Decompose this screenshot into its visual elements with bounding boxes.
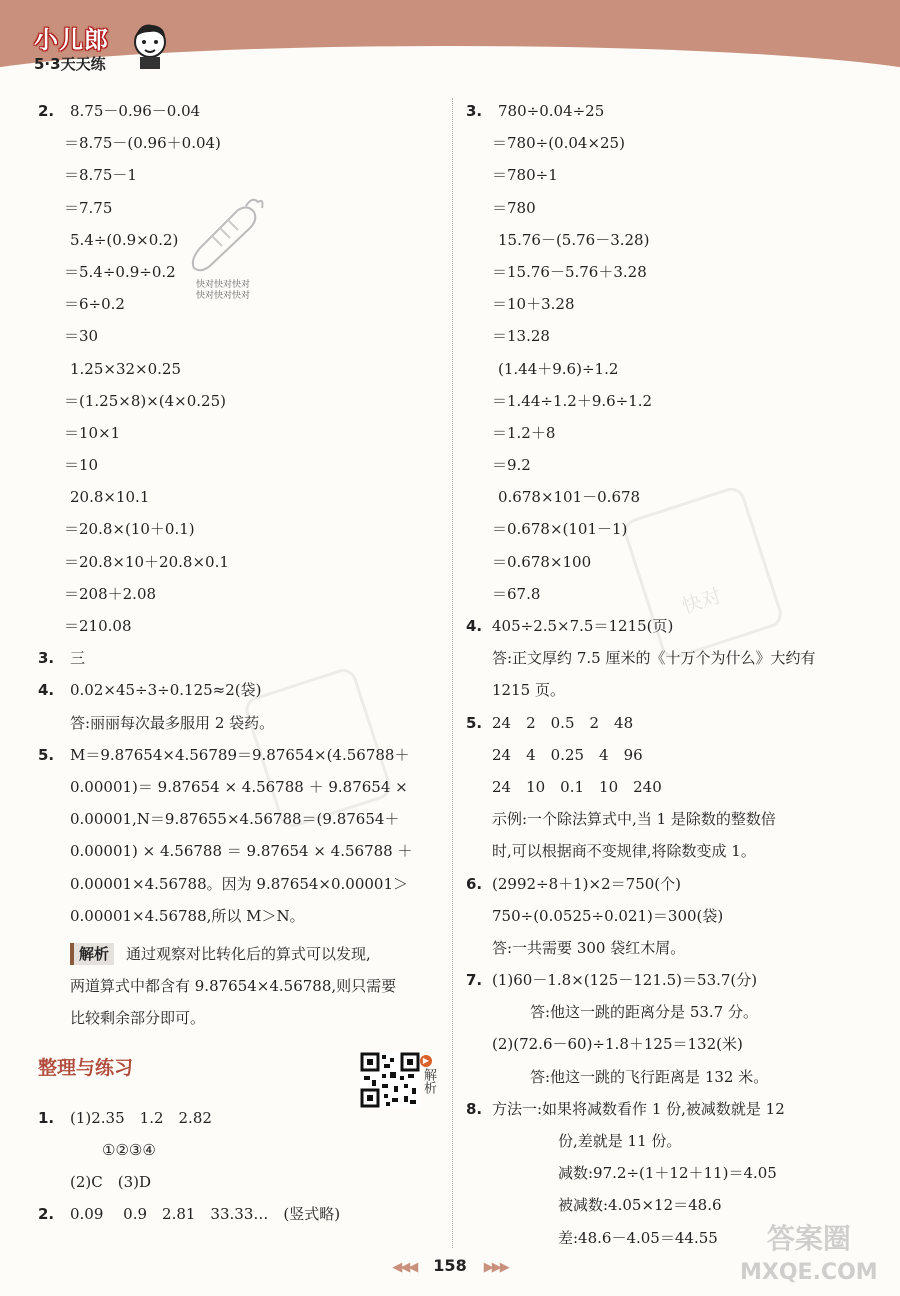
answer-line xyxy=(466,868,876,900)
answer-text: 答:正文厚约 7.5 厘米的《十万个为什么》大约有 xyxy=(492,649,816,668)
answer-text: ＝10 xyxy=(64,456,99,475)
answer-line xyxy=(466,610,876,642)
answer-text: 0.00001) × 4.56788 ＝ 9.87654 × 4.56788 ＋ xyxy=(70,842,413,861)
page-header xyxy=(0,0,900,72)
right-answer-lines xyxy=(466,95,876,1254)
answer-line xyxy=(38,449,438,481)
answer-text: ＝9.2 xyxy=(492,456,531,475)
question-number: 7. xyxy=(466,971,483,990)
answer-text: 24 2 0.5 2 48 xyxy=(492,713,634,732)
site-watermark-line1: 答案圈 xyxy=(766,1222,851,1255)
answer-text: ＝8.75－1 xyxy=(64,166,137,185)
answer-line xyxy=(466,578,876,610)
analysis-text-3: 比较剩余部分即可。 xyxy=(70,1008,206,1027)
question-number: 2. xyxy=(38,1205,55,1224)
answer-text: (2992÷8＋1)×2＝750(个) xyxy=(492,874,681,893)
answer-line xyxy=(38,513,438,545)
answer-line xyxy=(466,320,876,352)
answer-text: ＝0.678×(101－1) xyxy=(492,520,628,539)
answer-line xyxy=(38,320,438,352)
answer-text: ＝15.76－5.76＋3.28 xyxy=(492,262,647,281)
answer-line xyxy=(38,417,438,449)
watermark-stamp-text: 快对 xyxy=(678,583,725,619)
page-number: 158 xyxy=(433,1256,467,1275)
analysis-block xyxy=(38,938,438,1034)
mascot-icon xyxy=(130,20,170,70)
answer-line xyxy=(38,546,438,578)
next-page-arrows[interactable]: ▶▶▶ xyxy=(483,1260,508,1275)
answer-line xyxy=(38,1134,438,1166)
answer-text: ＝67.8 xyxy=(492,584,541,603)
answer-text: ＝1.44÷1.2＋9.6÷1.2 xyxy=(492,391,653,410)
question-number: 3. xyxy=(466,102,483,120)
answer-line xyxy=(466,127,876,159)
answer-text: 5.4÷(0.9×0.2) xyxy=(70,230,179,249)
answer-line xyxy=(466,900,876,932)
answer-line xyxy=(38,642,438,674)
answer-text: 0.02×45÷3÷0.125≈2(袋) xyxy=(70,681,262,700)
answer-text: (1)60－1.8×(125－121.5)＝53.7(分) xyxy=(492,971,758,990)
answer-text: 0.00001)＝ 9.87654 × 4.56788 ＋ 9.87654 × xyxy=(70,777,408,796)
answer-text: ＝780÷1 xyxy=(492,166,558,185)
brand-logo: 小儿郎 xyxy=(34,26,109,54)
answer-text: 0.00001,N＝9.87655×4.56788＝(9.87654＋ xyxy=(70,810,400,829)
answer-line xyxy=(466,707,876,739)
answer-line xyxy=(38,900,438,932)
answer-text: 示例:一个除法算式中,当 1 是除数的整数倍 xyxy=(492,810,776,829)
answer-line xyxy=(466,481,876,513)
answer-text: ＝20.8×(10＋0.1) xyxy=(64,520,195,539)
answer-line xyxy=(466,192,876,224)
answer-line xyxy=(466,513,876,545)
answer-text: 答:他这一跳的飞行距离是 132 米。 xyxy=(530,1067,769,1086)
qr-code-icon[interactable] xyxy=(360,1052,420,1108)
answer-text: 三 xyxy=(70,649,86,668)
answer-line xyxy=(466,642,876,674)
answer-line xyxy=(466,674,876,706)
answer-text: 减数:97.2÷(1＋12＋11)＝4.05 xyxy=(558,1164,777,1183)
answer-line xyxy=(38,159,438,191)
answer-line xyxy=(466,224,876,256)
answer-line xyxy=(38,707,438,739)
answer-line xyxy=(466,771,876,803)
answer-text: (1.44＋9.6)÷1.2 xyxy=(498,359,619,378)
answer-text: 750÷(0.0525÷0.021)＝300(袋) xyxy=(492,906,724,925)
answer-text: ＝780÷(0.04×25) xyxy=(492,134,625,153)
section-title: 整理与练习 xyxy=(38,1056,134,1079)
answer-text: (2)C (3)D xyxy=(70,1173,151,1192)
answer-text: 0.678×101－0.678 xyxy=(498,488,641,507)
answer-text: ＝20.8×10＋20.8×0.1 xyxy=(64,552,229,571)
brand-subtitle: 5·3天天练 xyxy=(34,55,106,72)
carrot-sticker-icon xyxy=(186,196,266,276)
question-number: 4. xyxy=(38,681,55,700)
answer-line xyxy=(38,481,438,513)
question-number: 6. xyxy=(466,874,483,893)
right-column xyxy=(466,95,876,1254)
answer-text: 24 4 0.25 4 96 xyxy=(492,745,643,764)
answer-text: 时,可以根据商不变规律,将除数变成 1。 xyxy=(492,842,756,861)
answer-line xyxy=(466,964,876,996)
answer-line xyxy=(38,353,438,385)
answer-line xyxy=(466,1189,876,1221)
answer-line xyxy=(466,739,876,771)
answer-text: (2)(72.6－60)÷1.8＋125＝132(米) xyxy=(492,1035,743,1054)
question-number: 8. xyxy=(466,1099,483,1118)
answer-line xyxy=(466,546,876,578)
answer-line xyxy=(466,803,876,835)
answer-line xyxy=(466,932,876,964)
practice-lines xyxy=(38,1102,438,1231)
answer-line xyxy=(466,95,876,127)
answer-text: ①②③④ xyxy=(102,1141,156,1160)
answer-text: ＝5.4÷0.9÷0.2 xyxy=(64,262,176,281)
answer-line xyxy=(466,1093,876,1125)
question-number: 2. xyxy=(38,102,55,120)
question-number: 3. xyxy=(38,649,55,668)
answer-text: M＝9.87654×4.56789＝9.87654×(4.56788＋ xyxy=(70,745,410,764)
answer-line xyxy=(466,1157,876,1189)
answer-text: 被减数:4.05×12＝48.6 xyxy=(558,1196,722,1215)
answer-line xyxy=(38,95,438,127)
answer-text: (1)2.35 1.2 2.82 xyxy=(70,1108,212,1127)
analysis-label: 解析 xyxy=(70,943,114,965)
analysis-text-1: 通过观察对比转化后的算式可以发现, xyxy=(126,944,371,963)
answer-line xyxy=(38,835,438,867)
answer-text: ＝13.28 xyxy=(492,327,550,346)
answer-text: 405÷2.5×7.5＝1215(页) xyxy=(492,617,674,635)
qr-label-text: 解析 xyxy=(421,1068,436,1094)
answer-text: 0.00001×4.56788,所以 M＞N。 xyxy=(70,906,305,925)
answer-text: ＝0.678×100 xyxy=(492,552,592,571)
analysis-text-2: 两道算式中都含有 9.87654×4.56788,则只需要 xyxy=(70,976,397,995)
sticker-text-1: 快对快对快对 xyxy=(196,280,251,290)
answer-text: ＝30 xyxy=(64,327,99,346)
answer-text: ＝6÷0.2 xyxy=(64,295,125,314)
answer-text: ＝208＋2.08 xyxy=(64,584,157,603)
answer-text: 方法一:如果将减数看作 1 份,被减数就是 12 xyxy=(492,1099,785,1118)
answer-text: 差:48.6－4.05＝44.55 xyxy=(558,1228,718,1247)
page-footer xyxy=(0,1256,900,1286)
answer-line xyxy=(466,256,876,288)
column-divider xyxy=(452,98,453,1248)
answer-line xyxy=(38,127,438,159)
answer-text: 780÷0.04÷25 xyxy=(498,102,605,120)
question-number: 4. xyxy=(466,617,483,635)
answer-line xyxy=(38,803,438,835)
answer-text: 答:一共需要 300 袋红木屑。 xyxy=(492,938,686,957)
answer-line xyxy=(38,1166,438,1198)
answer-text: ＝7.75 xyxy=(64,198,113,217)
question-number: 5. xyxy=(466,713,483,732)
answer-line xyxy=(466,159,876,191)
answer-line xyxy=(466,1061,876,1093)
answer-line xyxy=(466,835,876,867)
qr-label xyxy=(420,1052,438,1099)
answer-line xyxy=(466,417,876,449)
answer-line xyxy=(466,288,876,320)
answer-line xyxy=(466,353,876,385)
question-number: 5. xyxy=(38,745,55,764)
answer-text: ＝10＋3.28 xyxy=(492,295,575,314)
sticker-text xyxy=(196,280,250,302)
prev-page-arrows[interactable]: ◀◀◀ xyxy=(392,1260,417,1275)
answer-text: 24 10 0.1 10 240 xyxy=(492,777,662,796)
answer-text: 1.25×32×0.25 xyxy=(70,359,182,378)
answer-line xyxy=(38,578,438,610)
answer-text: 答:丽丽每次最多服用 2 袋药。 xyxy=(70,713,275,732)
answer-text: 答:他这一跳的距离分是 53.7 分。 xyxy=(530,1003,758,1022)
answer-line xyxy=(466,449,876,481)
answer-line xyxy=(466,1125,876,1157)
answer-text: ＝(1.25×8)×(4×0.25) xyxy=(64,391,226,410)
answer-text: ＝780 xyxy=(492,198,536,217)
answer-text: 8.75－0.96－0.04 xyxy=(70,102,201,120)
answer-line xyxy=(38,674,438,706)
answer-text: 0.00001×4.56788。因为 9.87654×0.00001＞ xyxy=(70,874,409,893)
answer-text: ＝1.2＋8 xyxy=(492,423,556,442)
play-icon: ▶ xyxy=(420,1055,432,1067)
question-number: 1. xyxy=(38,1108,55,1127)
answer-text: ＝8.75－(0.96＋0.04) xyxy=(64,134,221,153)
answer-text: 份,差就是 11 份。 xyxy=(558,1132,682,1150)
sticker-text-2: 快对快对快对 xyxy=(196,291,251,301)
answer-text: 0.09 0.9 2.81 33.33… (竖式略) xyxy=(70,1205,341,1224)
answer-line xyxy=(466,385,876,417)
answer-text: 20.8×10.1 xyxy=(70,488,150,507)
answer-line xyxy=(38,1198,438,1230)
answer-line xyxy=(38,385,438,417)
site-watermark-line2: MXQE.COM xyxy=(740,1260,878,1285)
answer-line xyxy=(466,1028,876,1060)
answer-text: ＝210.08 xyxy=(64,617,132,635)
answer-line xyxy=(38,868,438,900)
answer-text: ＝10×1 xyxy=(64,423,121,442)
answer-text: 1215 页。 xyxy=(492,681,565,700)
answer-text: 15.76－(5.76－3.28) xyxy=(498,230,650,249)
answer-line xyxy=(466,996,876,1028)
answer-line xyxy=(38,610,438,642)
